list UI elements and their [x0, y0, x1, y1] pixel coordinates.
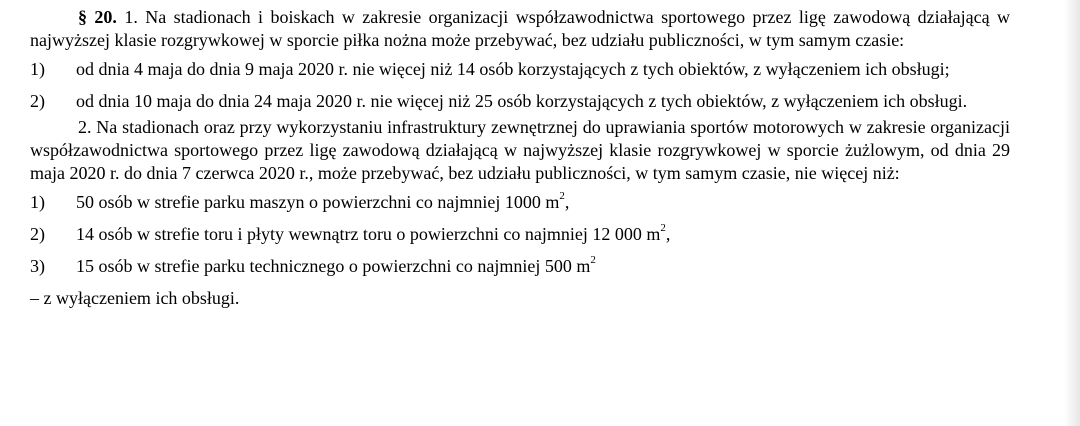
list-item-number: 2) [30, 91, 45, 111]
list-item-punctuation: , [564, 192, 570, 212]
list-item-text-main: 50 osób w strefie parku maszyn o powierzchni co najmniej 1000 m [76, 192, 560, 212]
list-item-number: 2) [30, 224, 45, 244]
list-item-text: od dnia 4 maja do dnia 9 maja 2020 r. nie więcej niż 14 osób korzystających z tych obiektów, z wyłączeniem ich obsługi; [76, 59, 950, 79]
list-item-number: 3) [30, 256, 45, 276]
list-item-number: 1) [30, 192, 45, 212]
list-item-text [76, 255, 1010, 278]
list-item-text [76, 223, 1010, 246]
closing-line: – z wyłączeniem ich obsługi. [30, 288, 240, 308]
paragraph-1-text: 1. Na stadionach i boiskach w zakresie organizacji współzawodnictwa sportowego przez ligę zawodową działającą w najwyższej klasie rozgrywkowej w sporcie piłka nożna może przebywać, bez udziału publiczności, w tym samym czasie: [30, 7, 1011, 50]
superscript: 2 [590, 254, 596, 266]
superscript: 2 [559, 190, 565, 202]
list-item [30, 223, 1010, 246]
document-text [30, 6, 1010, 310]
list-1 [30, 58, 1010, 113]
list-item [30, 255, 1010, 278]
list-item-number: 1) [30, 59, 45, 79]
list-item [30, 58, 1010, 81]
list-item-punctuation: , [665, 224, 671, 244]
list-item-text-main: 15 osób w strefie parku technicznego o powierzchni co najmniej 500 m [76, 256, 591, 276]
list-item-text: od dnia 10 maja do dnia 24 maja 2020 r. nie więcej niż 25 osób korzystających z tych obiektów, z wyłączeniem ich obsługi. [76, 91, 968, 111]
list-2 [30, 191, 1010, 278]
list-item [30, 90, 1010, 113]
paragraph-1 [30, 6, 1010, 52]
superscript: 2 [660, 222, 666, 234]
page-edge-shadow [1064, 0, 1080, 426]
section-number: § 20. [78, 7, 117, 27]
list-item-text [76, 191, 1010, 214]
paragraph-2: 2. Na stadionach oraz przy wykorzystaniu infrastruktury zewnętrznej do uprawiania sportów motorowych w zakresie organizacji współzawodnictwa sportowego przez ligę zawodową działającą w najwyższej klasie rozgrywkowej w sporcie żużlowym, od dnia 29 maja 2020 r. do dnia 7 czerwca 2020 r., może przebywać, bez udziału publiczności, w tym samym czasie, nie więcej niż: [30, 117, 1010, 183]
list-item-text-main: 14 osób w strefie toru i płyty wewnątrz toru o powierzchni co najmniej 12 000 m [76, 224, 661, 244]
list-item [30, 191, 1010, 214]
